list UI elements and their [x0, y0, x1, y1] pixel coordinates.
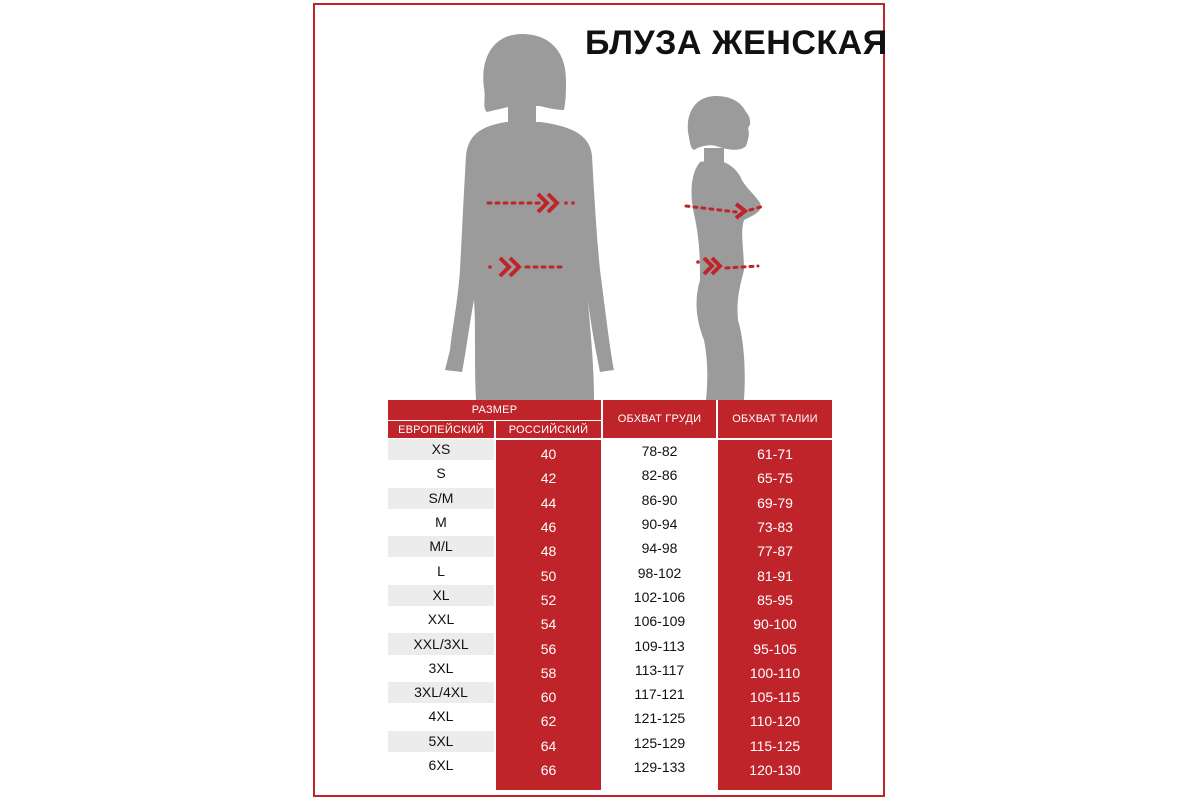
cell-chest: 94-98 [641, 540, 678, 557]
cell-chest: 109-113 [634, 637, 685, 654]
front-silhouette [445, 34, 614, 400]
cell-ru: 52 [540, 591, 557, 608]
cell-chest: 106-109 [633, 613, 686, 630]
cell-ru: 60 [540, 689, 557, 706]
cell-waist: 85-95 [757, 591, 793, 608]
cell-chest: 98-102 [637, 564, 682, 581]
cell-ru: 48 [540, 543, 557, 560]
cell-chest: 78-82 [641, 443, 678, 460]
cell-chest: 82-86 [641, 467, 678, 484]
cell-ru: 50 [540, 567, 557, 584]
cell-waist: 61-71 [757, 446, 793, 463]
cell-ru: 40 [540, 446, 557, 463]
cell-eu: 6XL [428, 757, 454, 774]
cell-waist: 105-115 [749, 689, 801, 706]
cell-ru: 56 [540, 640, 557, 657]
header-chest: ОБХВАТ ГРУДИ [603, 400, 716, 438]
cell-waist: 81-91 [757, 567, 793, 584]
cell-waist: 95-105 [753, 640, 797, 657]
cell-eu: XL [432, 586, 450, 603]
cell-chest: 125-129 [633, 734, 686, 751]
header-size: РАЗМЕР [388, 400, 601, 420]
cell-chest: 90-94 [641, 516, 678, 533]
cell-eu: XXL [427, 611, 455, 628]
cell-eu: S [436, 465, 446, 482]
cell-ru: 54 [540, 616, 557, 633]
cell-eu: XXL/3XL [413, 635, 469, 652]
cell-waist: 110-120 [749, 713, 801, 730]
cell-waist: 120-130 [749, 762, 801, 779]
cell-ru: 62 [540, 713, 557, 730]
cell-waist: 90-100 [753, 616, 797, 633]
cell-chest: 117-121 [634, 686, 685, 703]
cell-waist: 77-87 [757, 543, 793, 560]
cell-chest: 86-90 [641, 491, 678, 508]
cell-chest: 113-117 [634, 661, 685, 678]
cell-ru: 46 [540, 519, 557, 536]
page-title: БЛУЗА ЖЕНСКАЯ [585, 24, 888, 62]
cell-eu: S/M [428, 489, 454, 506]
cell-ru: 58 [540, 664, 557, 681]
cell-ru: 42 [540, 470, 557, 487]
header-ru: РОССИЙСКИЙ [496, 421, 601, 438]
cell-eu: 4XL [428, 708, 454, 725]
cell-chest: 129-133 [633, 759, 686, 776]
cell-waist: 73-83 [757, 519, 793, 536]
cell-eu: XS [431, 441, 451, 458]
header-waist: ОБХВАТ ТАЛИИ [718, 400, 832, 438]
cell-eu: 3XL [428, 659, 454, 676]
cell-waist: 100-110 [749, 664, 801, 681]
cell-ru: 44 [540, 494, 557, 511]
cell-eu: M [435, 514, 447, 531]
side-silhouette [688, 96, 761, 400]
cell-eu: 5XL [428, 732, 454, 749]
cell-waist: 69-79 [757, 494, 793, 511]
cell-chest: 121-125 [633, 710, 686, 727]
cell-eu: M/L [429, 538, 453, 555]
header-eu: ЕВРОПЕЙСКИЙ [388, 421, 494, 438]
cell-eu: L [437, 562, 445, 579]
cell-ru: 64 [540, 737, 557, 754]
cell-waist: 115-125 [749, 737, 801, 754]
cell-chest: 102-106 [633, 588, 686, 605]
cell-waist: 65-75 [757, 470, 793, 487]
cell-eu: 3XL/4XL [414, 684, 468, 701]
cell-ru: 66 [540, 762, 557, 779]
